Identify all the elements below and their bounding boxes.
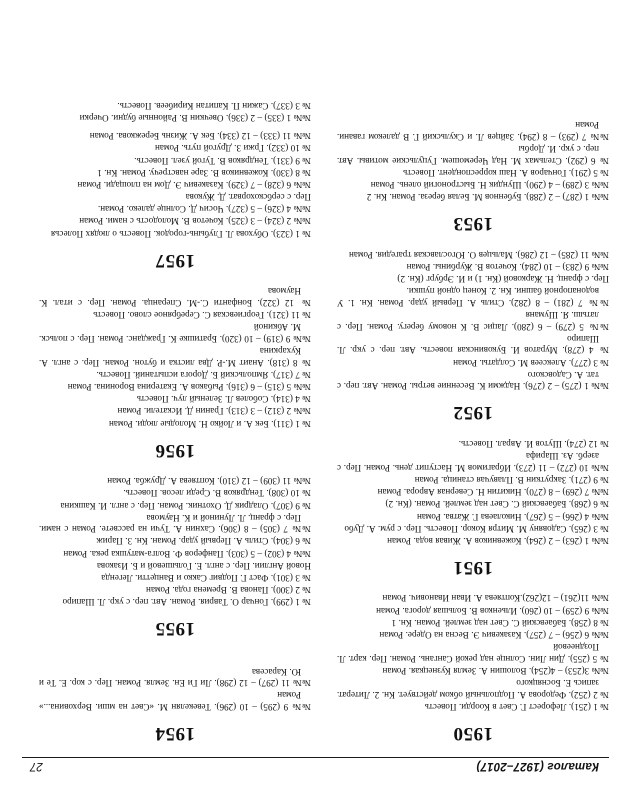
year-heading-1954: 1954 <box>155 723 195 744</box>
year-heading-1953: 1953 <box>453 213 493 235</box>
catalog-entry: №№ 4 (326) – 5 (327). Чосич Д. Солнце далеко. Роман. <box>98 204 311 215</box>
catalog-entry: №№ 11 (285) – 12 (286). Мальцев О. Югославская трагедия. Роман <box>348 249 609 260</box>
catalog-entry: № 1 (251). Лефорест Г. Свет в Коорди. Повесть <box>424 702 609 712</box>
catalog-entry: №№ 11(261) – 12(262).Коптяева А. Иван Иванович. Роман <box>382 593 609 604</box>
catalog-entry: №№ 5 (279) – 6 (280). Лацис В. К новому берегу. Роман. Пер. с латыш. Я. Шуманя <box>337 310 609 332</box>
catalog-entry: № 8 (330). Кожевников В. Заре навстречу. Роман. Кн. 1 <box>97 167 311 178</box>
catalog-entry: №№ 1 (263) – 2 (264). Кожевников А. Живая вода. Роман <box>387 535 609 546</box>
catalog-entry: № 1 (323). Обухова Л. Глубынь-городок. Повесть о людях Полесья <box>50 228 311 239</box>
catalog-entry: № 6 (268). Бабаевский С. Свет над землей. Роман. (Кн. 2) <box>385 499 609 510</box>
catalog-entry: № 2 (300). Панова В. Времена года. Роман <box>146 585 311 596</box>
catalog-entry: №№ 6 (328) – 7 (329). Казакевич Э. Дом на площади. Роман <box>77 179 311 190</box>
catalog-entry: №№ 11 (297) – 12 (298). Ли Ги Ен. Земля. Роман. Пер. с кор. Е. Те и Ю. Карасева <box>39 666 311 689</box>
catalog-entry: № 9 (331). Тендряков В. Тугой узел. Повесть. <box>134 155 311 166</box>
catalog-entry: № 11 (321). Георгиевская С. Серебряное слово. Повесть <box>93 310 311 321</box>
catalog-entry: №№ 4 (302) – 5 (303). Панферов Ф. Волга-матушка река. Роман <box>63 548 311 559</box>
catalog-entry: Пер. с франц. Н. Жарковой (Кн. 1) и И. Эрбург (Кн. 2) <box>397 274 609 285</box>
catalog-entry: №№ 2 (324) – 3 (325). Кочетов В. Молодость с нами. Роман <box>79 216 311 227</box>
catalog-entry: № 3 (265). Садовяну М. Митря Кокор. Повесть. Пер. с рум. А. Дубо <box>344 523 609 534</box>
catalog-entry: №№ 7 (269) – 8 (270). Никитин Н. Северная Аврора. Роман <box>377 487 609 498</box>
section-spacer <box>39 123 311 129</box>
catalog-entry: № 2 (252). Федорова А. Подпольный обком действует. Кн. 2. Литерат. запись Е. Босняцкого <box>337 678 609 700</box>
catalog-entry: №№ 11 (333) – 12 (334). Бек А. Жизнь Бережкова. Роман <box>89 131 311 142</box>
catalog-entry: № 5 (255). Дин Лин. Солнце над рекой Сангань. Роман. Пер. карт. Л. Позднеевой <box>337 642 609 664</box>
catalog-entry: № 8 (318). Анаит М.-Р. Два листка и бутон. Роман. Пер. с англ. А. Кухаркина <box>39 346 311 368</box>
catalog-entry: № 1 (311). Бек А. и Лойко Н. Молодые люди. Роман <box>109 418 311 429</box>
catalog-entry: Пер. с сербскохорват. Д. Жукова <box>185 192 311 203</box>
catalog-entry: №№ 9 (259) – 10 (260). Ильенков В. Большая дорога. Роман <box>376 605 609 616</box>
catalog-entry: № 5 (291). Гончаров А. Наш корреспондент. Повесть <box>403 167 609 178</box>
catalog-entry: №№ 9 (283) – 10 (284). Кочетов В. Журбины. Роман <box>406 261 609 272</box>
catalog-entry: №№ 7 (293) – 8 (294). Зайцев Л. и Скульский Г. В далеком гавани. Роман <box>337 120 609 142</box>
column-left <box>337 118 609 744</box>
catalog-entry: № 10 (332). Гржи З. Другой путь. Роман <box>155 143 311 154</box>
catalog-entry: № 1 (299). Гончар О. Таврия. Роман. Авт. пер. с укр. Л. Шапиро <box>62 597 311 608</box>
section-spacer <box>39 653 311 664</box>
catalog-entry: № 6 (292). Стельмах М. Над Черемошем. Гуцульские мотивы. Авт. пер. с укр. И. Дорбы <box>337 143 609 166</box>
catalog-entry: №№ 10 (272) – 11 (273). Ибрагимов М. Наступит день. Роман. Пер. с азерб. Аз. Шарифа <box>337 451 609 473</box>
catalog-entry: № 10 (308). Тендряков В. Среди лесов. Повесть. <box>123 488 311 499</box>
catalog-entry: № 9 (307). Оладрик Д. Охотник. Роман. Пер. с англ. И. Кашкина <box>60 500 311 511</box>
catalog-entry: № 3 (277). Алексеев М. Солдаты. Роман <box>453 357 609 368</box>
catalog-entry: № 4 (278). Муратов И. Буковинская повесть. Авт. пер. с укр. Л. Шапиро <box>337 333 609 356</box>
catalog-entry: №№ 9 (319) – 10 (320). Братишке К. Гражданс. Роман. Пер. с польск. М. Абкиной <box>39 322 311 344</box>
catalog-entry: №№ 5 (315) – 6 (316). Рыбаков А. Екатерина Воронина. Роман <box>67 382 311 392</box>
catalog-entry: №№ 3(253) – 4(254). Волошин А. Земля Кузнецкая. Роман <box>382 666 609 677</box>
catalog-entry: № 8 (258). Бабаевский С. Свет над землей. Роман. Кн. 1 <box>391 617 609 628</box>
catalog-entry: №№ 11 (309) – 12 (310). Коптяева А. Дружба. Роман <box>107 476 311 487</box>
catalog-entry: № 6 (304). Стиль А. Первый удар. Роман. Кн. 3. Париж <box>96 536 311 547</box>
running-head <box>22 757 609 772</box>
catalog-entry: №№ 9 (295) – 10 (296). Тевекелян М. «Свет на мши. Верховина...» Роман <box>39 690 311 712</box>
catalog-entry: № 3 (337). Сажин П. Капитан Кирибеев. Повесть. <box>117 100 311 111</box>
catalog-entry: №№ 7 (281) – 8 (282). Стиль А. Первый удар. Роман. Кн. 1. У водонапорной башни. Кн. 2. Конец одной пушки. <box>337 286 609 308</box>
catalog-entry: №№ 7 (305) – 8 (306). Сахнин А. Тучи на рассвете. Роман с нами. Пер. с франц. Л. Луниной и К. Наумова <box>39 512 311 535</box>
catalog-entry: № 9 (271). Закруткин В. Плавучая станица. Роман <box>414 474 609 485</box>
catalog-entry: № 3 (301). Фаст Г. Подвиг Сакко и Ванцетти. Легенда <box>101 573 311 584</box>
catalog-entry: № 7 (317). Ямпольский Б. Дорога испытаний. Повесть. <box>96 369 311 380</box>
catalog-entry: №№ 1 (287) – 2 (288). Бубеннов М. Белая береза. Роман. Кн. 2 <box>366 192 609 203</box>
catalog-entry: № 12 (322). Бонфанти С.-М. Сперанца. Роман. Пер. с итал. К. Наумова <box>39 286 311 308</box>
year-heading-1950: 1950 <box>453 723 493 744</box>
book-title: Каталог (1927–2017) <box>476 760 599 772</box>
page-number: 27 <box>30 760 43 772</box>
two-column-body <box>22 99 609 744</box>
catalog-entry: №№ 1 (275) – 2 (276). Наджми К. Весенние ветры. Роман. Авт. пер. с тат. А. Садовского <box>337 369 609 392</box>
year-heading-1957: 1957 <box>155 249 195 271</box>
catalog-entry: №№ 3 (289) – 4 (290). Шундик Н. Быстроногий олень. Роман <box>370 179 609 190</box>
catalog-entry: № 12 (274). Шутов И. Аврал. Повесть. <box>458 439 609 449</box>
column-right <box>39 99 311 744</box>
catalog-entry: №№ 1 (335) – 2 (336). Овечкин В. Районные будни. Очерки <box>79 113 311 123</box>
year-heading-1956: 1956 <box>155 439 195 461</box>
catalog-entry: Новой Англии. Пер. с англ. Е. Голышевой и Б. Изакова <box>96 560 311 571</box>
catalog-entry: №№ 4 (266) – 5 (267). Николаева Г. Жатва. Роман <box>416 511 609 522</box>
year-heading-1952: 1952 <box>453 402 493 424</box>
catalog-entry: №№ 6 (256) – 7 (257). Казакевич Э. Весна на Одере. Роман <box>379 630 609 641</box>
year-heading-1955: 1955 <box>155 618 195 640</box>
catalog-entry: № 4 (314). Соболев Л. Зеленый луч. Повесть <box>136 394 311 405</box>
year-heading-1951: 1951 <box>453 556 493 578</box>
catalog-entry: №№ 2 (312) – 3 (313). Гранин Д. Искатели. Роман <box>117 406 311 417</box>
